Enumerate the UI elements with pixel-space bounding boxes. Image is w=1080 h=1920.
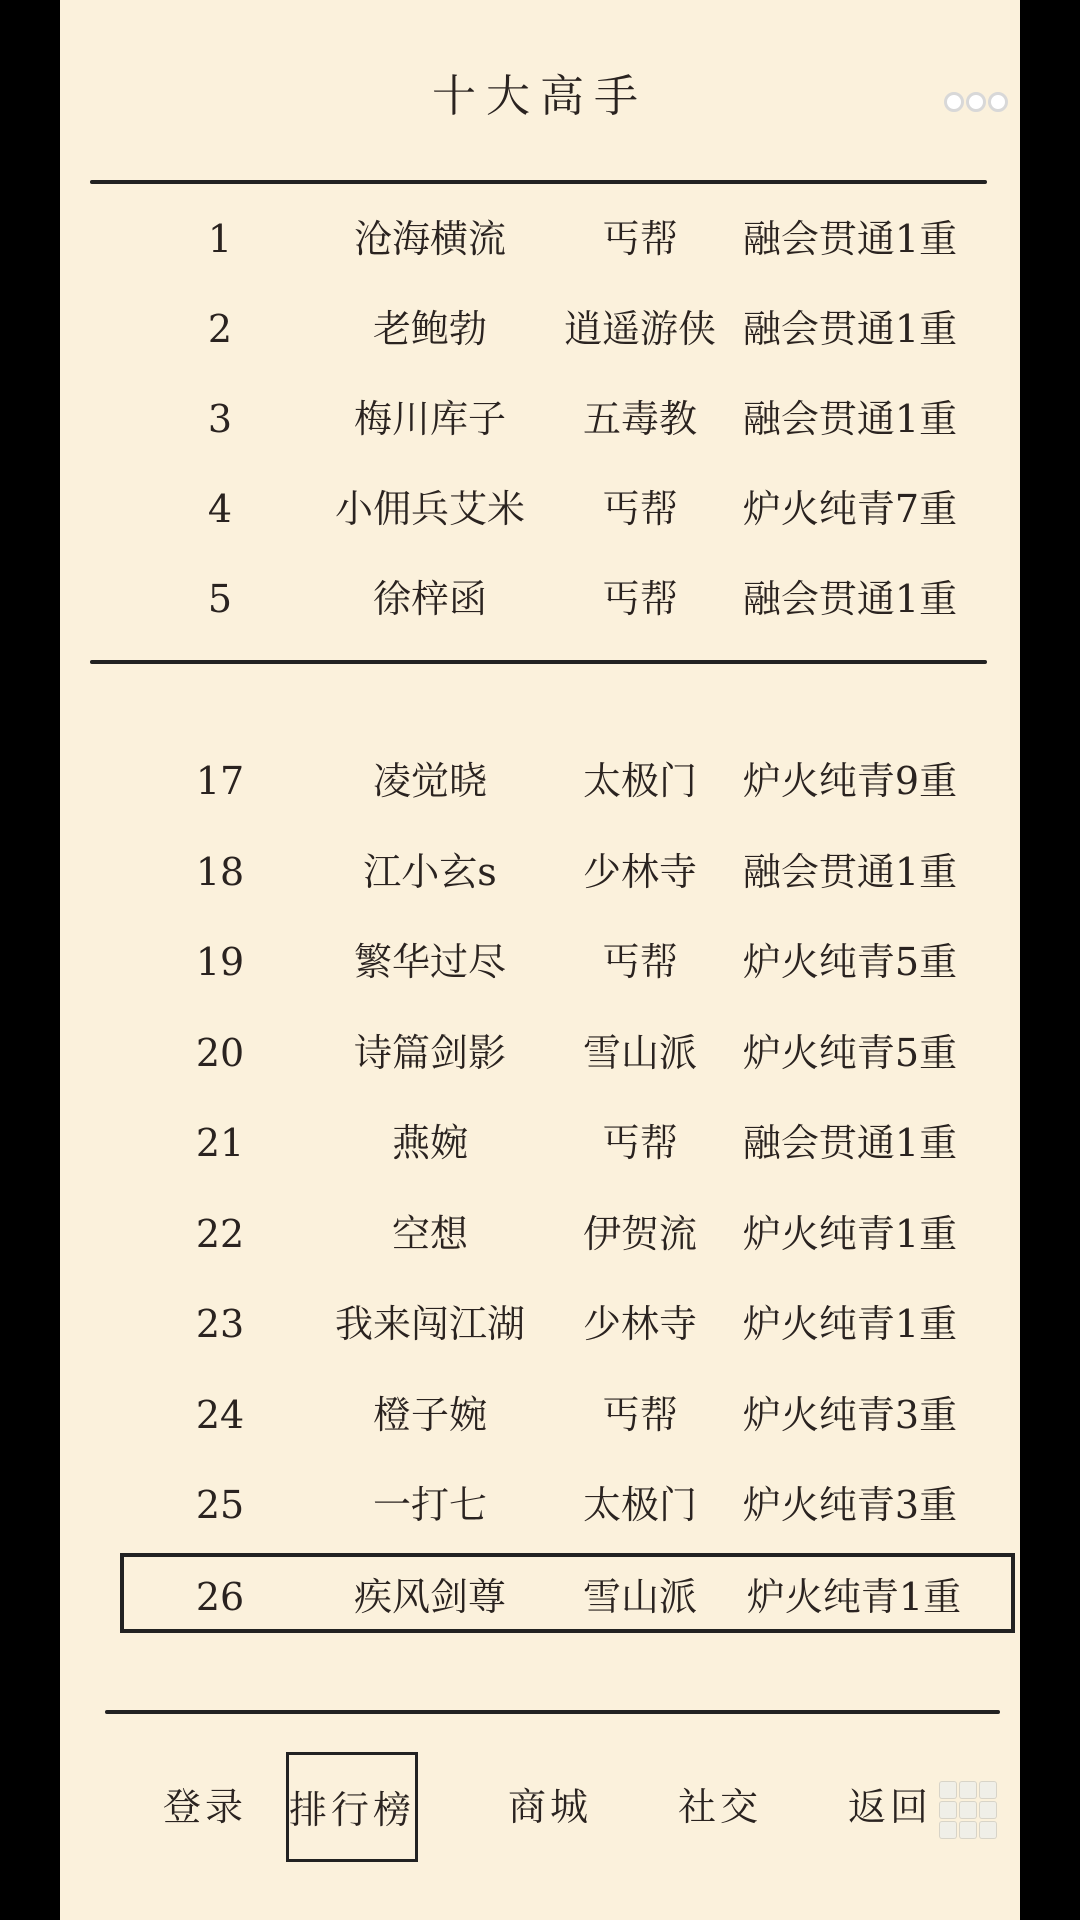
player-name: 橙子婉 — [372, 1392, 487, 1437]
player-level: 融会贯通1重 — [742, 307, 958, 351]
dot-icon — [966, 92, 986, 112]
player-level: 炉火纯青5重 — [742, 940, 958, 984]
player-name: 梅川库子 — [353, 397, 506, 441]
dot-icon — [944, 92, 964, 112]
player-sect: 太极门 — [582, 759, 697, 803]
rank-number: 5 — [207, 577, 233, 621]
rank-row — [60, 1375, 1020, 1455]
player-sect: 丐帮 — [601, 1392, 678, 1437]
rank-row — [60, 922, 1020, 1002]
rank-number: 20 — [195, 1030, 245, 1075]
rank-row — [60, 1103, 1020, 1183]
rank-number: 25 — [195, 1483, 245, 1527]
player-level: 融会贯通1重 — [742, 217, 958, 261]
player-name: 疾风剑尊 — [353, 1575, 506, 1619]
player-level: 炉火纯青1重 — [742, 1211, 958, 1256]
bottom-nav — [60, 1752, 1020, 1862]
rank-number: 23 — [195, 1302, 245, 1346]
player-name: 沧海横流 — [353, 217, 506, 261]
rank-number: 17 — [195, 759, 245, 803]
rank-number: 1 — [207, 217, 233, 261]
grid-menu-icon[interactable] — [940, 1782, 996, 1838]
player-name: 江小玄s — [363, 849, 497, 894]
player-name: 小佣兵艾米 — [334, 487, 525, 531]
player-level: 炉火纯青7重 — [742, 487, 958, 531]
rank-number: 19 — [195, 940, 245, 984]
player-sect: 丐帮 — [601, 487, 678, 531]
player-sect: 少林寺 — [582, 849, 697, 894]
rank-number: 21 — [195, 1121, 245, 1165]
player-sect: 太极门 — [582, 1483, 697, 1527]
rank-row — [60, 741, 1020, 821]
rank-row — [60, 379, 1020, 459]
rank-number: 3 — [207, 397, 233, 441]
nav-login-button[interactable]: 登录 — [162, 1785, 247, 1829]
rank-number: 18 — [195, 849, 245, 894]
player-sect: 伊贺流 — [582, 1211, 697, 1256]
player-sect: 雪山派 — [582, 1575, 697, 1619]
player-name: 我来闯江湖 — [334, 1302, 525, 1346]
player-level: 炉火纯青3重 — [742, 1483, 958, 1527]
rank-row — [60, 469, 1020, 549]
rank-row — [60, 559, 1020, 639]
player-sect: 丐帮 — [601, 217, 678, 261]
player-name: 凌觉晓 — [372, 759, 487, 803]
nav-social-button[interactable]: 社交 — [677, 1785, 762, 1829]
player-level: 炉火纯青3重 — [742, 1392, 958, 1437]
middle-divider — [90, 660, 987, 664]
bottom-divider — [105, 1710, 1000, 1714]
rank-row — [60, 199, 1020, 279]
player-sect: 雪山派 — [582, 1030, 697, 1075]
player-name: 燕婉 — [391, 1121, 468, 1165]
player-sect: 丐帮 — [601, 577, 678, 621]
player-name: 老鲍勃 — [372, 307, 487, 351]
rank-row — [60, 1013, 1020, 1093]
player-level: 融会贯通1重 — [742, 849, 958, 894]
rank-number: 4 — [207, 487, 233, 531]
player-level: 炉火纯青1重 — [742, 1302, 958, 1346]
page-title: 十大高手 — [432, 71, 648, 122]
player-level: 融会贯通1重 — [742, 1121, 958, 1165]
my-rank-row — [120, 1553, 1015, 1633]
player-sect: 少林寺 — [582, 1302, 697, 1346]
player-name: 诗篇剑影 — [353, 1030, 506, 1075]
more-dots-icon[interactable] — [944, 92, 1008, 112]
rank-row — [60, 1465, 1020, 1545]
nav-back-button[interactable]: 返回 — [847, 1785, 932, 1829]
player-name: 一打七 — [372, 1483, 487, 1527]
player-sect: 五毒教 — [582, 397, 697, 441]
player-level: 炉火纯青5重 — [742, 1030, 958, 1075]
rank-number: 22 — [195, 1211, 245, 1256]
player-sect: 丐帮 — [601, 940, 678, 984]
rank-number: 2 — [207, 307, 233, 351]
player-level: 融会贯通1重 — [742, 577, 958, 621]
leaderboard-page — [60, 0, 1020, 1920]
rank-row — [60, 1194, 1020, 1274]
rank-row — [60, 289, 1020, 369]
player-name: 繁华过尽 — [353, 940, 506, 984]
player-level: 炉火纯青1重 — [746, 1575, 962, 1619]
player-name: 徐梓函 — [372, 577, 487, 621]
nav-shop-button[interactable]: 商城 — [507, 1785, 592, 1829]
player-level: 融会贯通1重 — [742, 397, 958, 441]
player-level: 炉火纯青9重 — [742, 759, 958, 803]
player-sect: 丐帮 — [601, 1121, 678, 1165]
player-sect: 逍遥游侠 — [563, 307, 716, 351]
rank-number: 24 — [195, 1392, 245, 1437]
rank-row — [60, 832, 1020, 912]
rank-number: 26 — [195, 1575, 245, 1619]
top-divider — [90, 180, 987, 184]
nav-leaderboard-button[interactable]: 排行榜 — [286, 1752, 418, 1862]
player-name: 空想 — [391, 1211, 468, 1256]
dot-icon — [988, 92, 1008, 112]
rank-row — [60, 1284, 1020, 1364]
